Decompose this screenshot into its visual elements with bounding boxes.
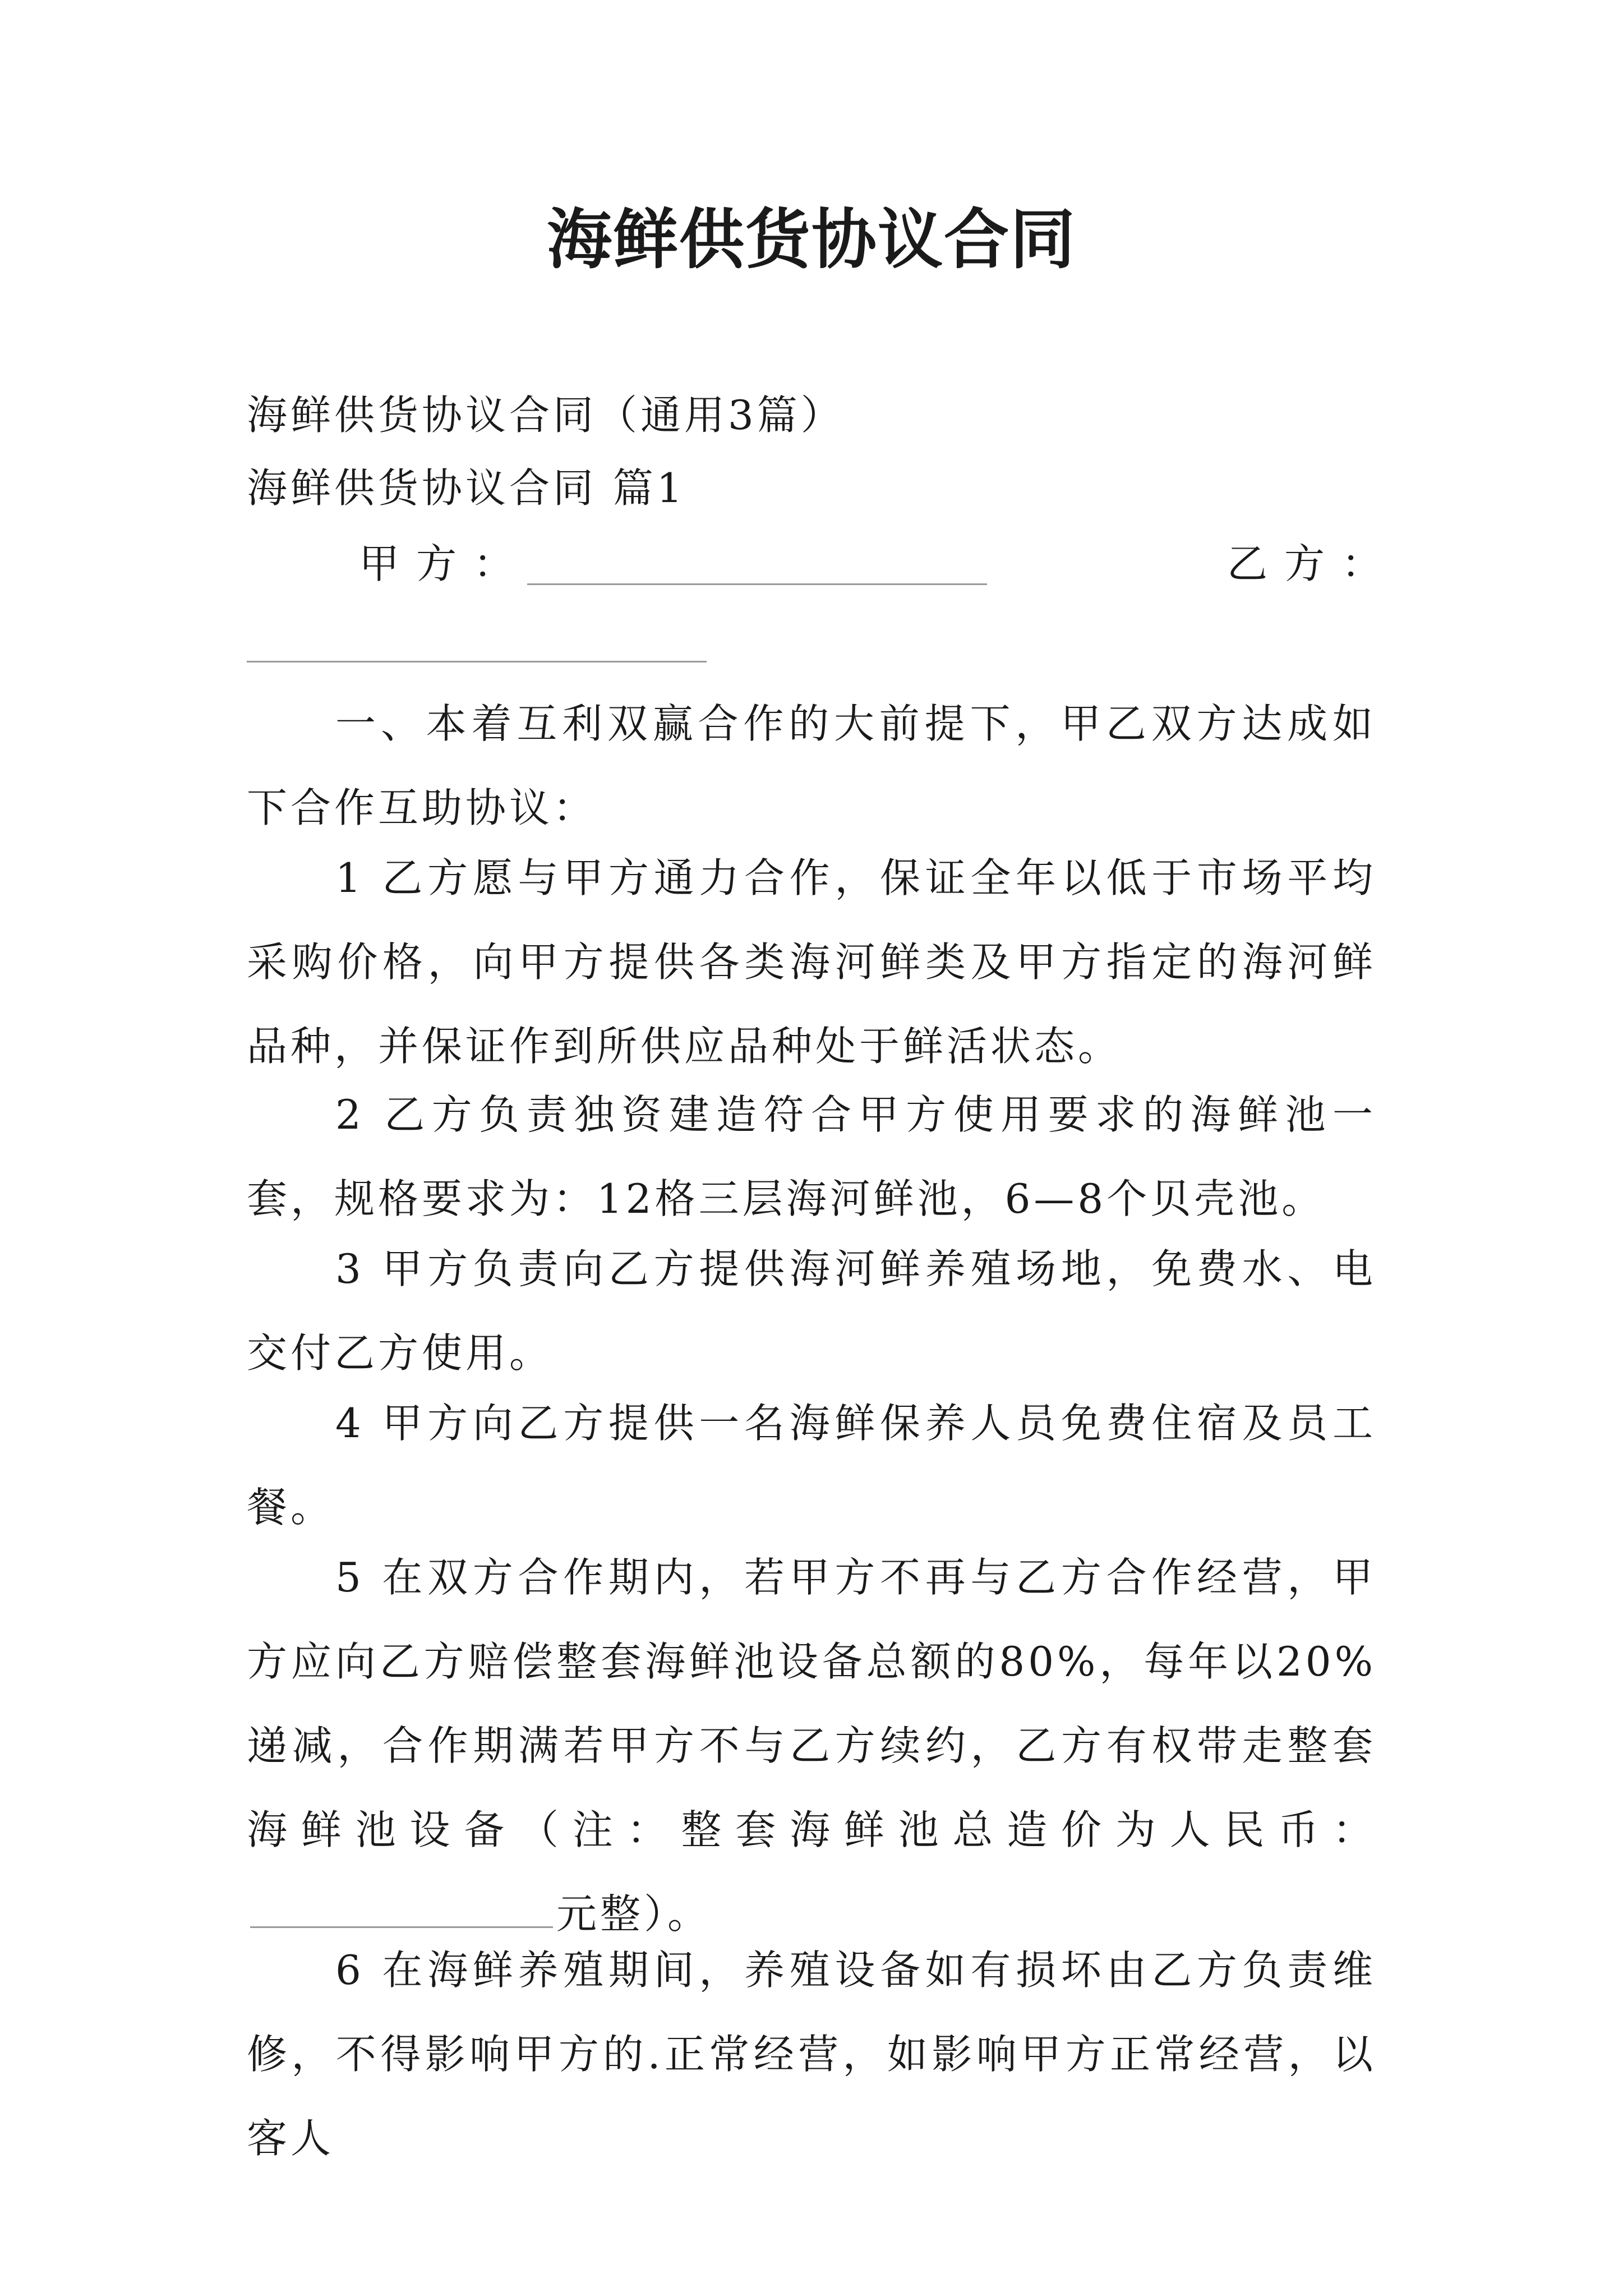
- amount-blank: [250, 1887, 553, 1928]
- paragraph-clause-3: 3 甲方负责向乙方提供海河鲜养殖场地，免费水、电交付乙方使用。: [247, 1245, 1376, 1377]
- paragraph-clause-6: 6 在海鲜养殖期间，养殖设备如有损坏由乙方负责维修，不得影响甲方的.正常经营，如影响甲方正常经营，以客人: [247, 1947, 1376, 2162]
- party-b-blank: [247, 661, 707, 662]
- document-subtitle: 海鲜供货协议合同（通用3篇）: [247, 392, 845, 439]
- paragraph-clause-4: 4 甲方向乙方提供一名海鲜保养人员免费住宿及员工餐。: [247, 1400, 1376, 1531]
- clause-5-text: 5 在双方合作期内，若甲方不再与乙方合作经营，甲方应向乙方赔偿整套海鲜池设备总额的80%，每年以20%递减，合作期满若甲方不与乙方续约，乙方有权带走整套海鲜池设备（注：整套海鲜池总造价为人民币：: [247, 1554, 1376, 1853]
- paragraph-clause-2: 2 乙方负责独资建造符合甲方使用要求的海鲜池一套，规格要求为：12格三层海河鲜池，6—8个贝壳池。: [247, 1091, 1376, 1222]
- document-title: 海鲜供货协议合同: [547, 201, 1076, 278]
- paragraph-clause-5: [247, 1535, 1376, 1956]
- party-a-label: 甲方：: [359, 540, 531, 587]
- clause-5-ending: 元整）。: [556, 1890, 712, 1938]
- paragraph-intro: 一、本着互利双赢合作的大前提下，甲乙双方达成如下合作互助协议：: [247, 700, 1376, 831]
- party-a-blank: [527, 583, 987, 585]
- party-b-label: 乙方：: [1227, 540, 1399, 587]
- section-heading: 海鲜供货协议合同 篇1: [247, 464, 686, 512]
- paragraph-clause-1: 1 乙方愿与甲方通力合作，保证全年以低于市场平均采购价格，向甲方提供各类海河鲜类及甲方指定的海河鲜品种，并保证作到所供应品种处于鲜活状态。: [247, 854, 1376, 1070]
